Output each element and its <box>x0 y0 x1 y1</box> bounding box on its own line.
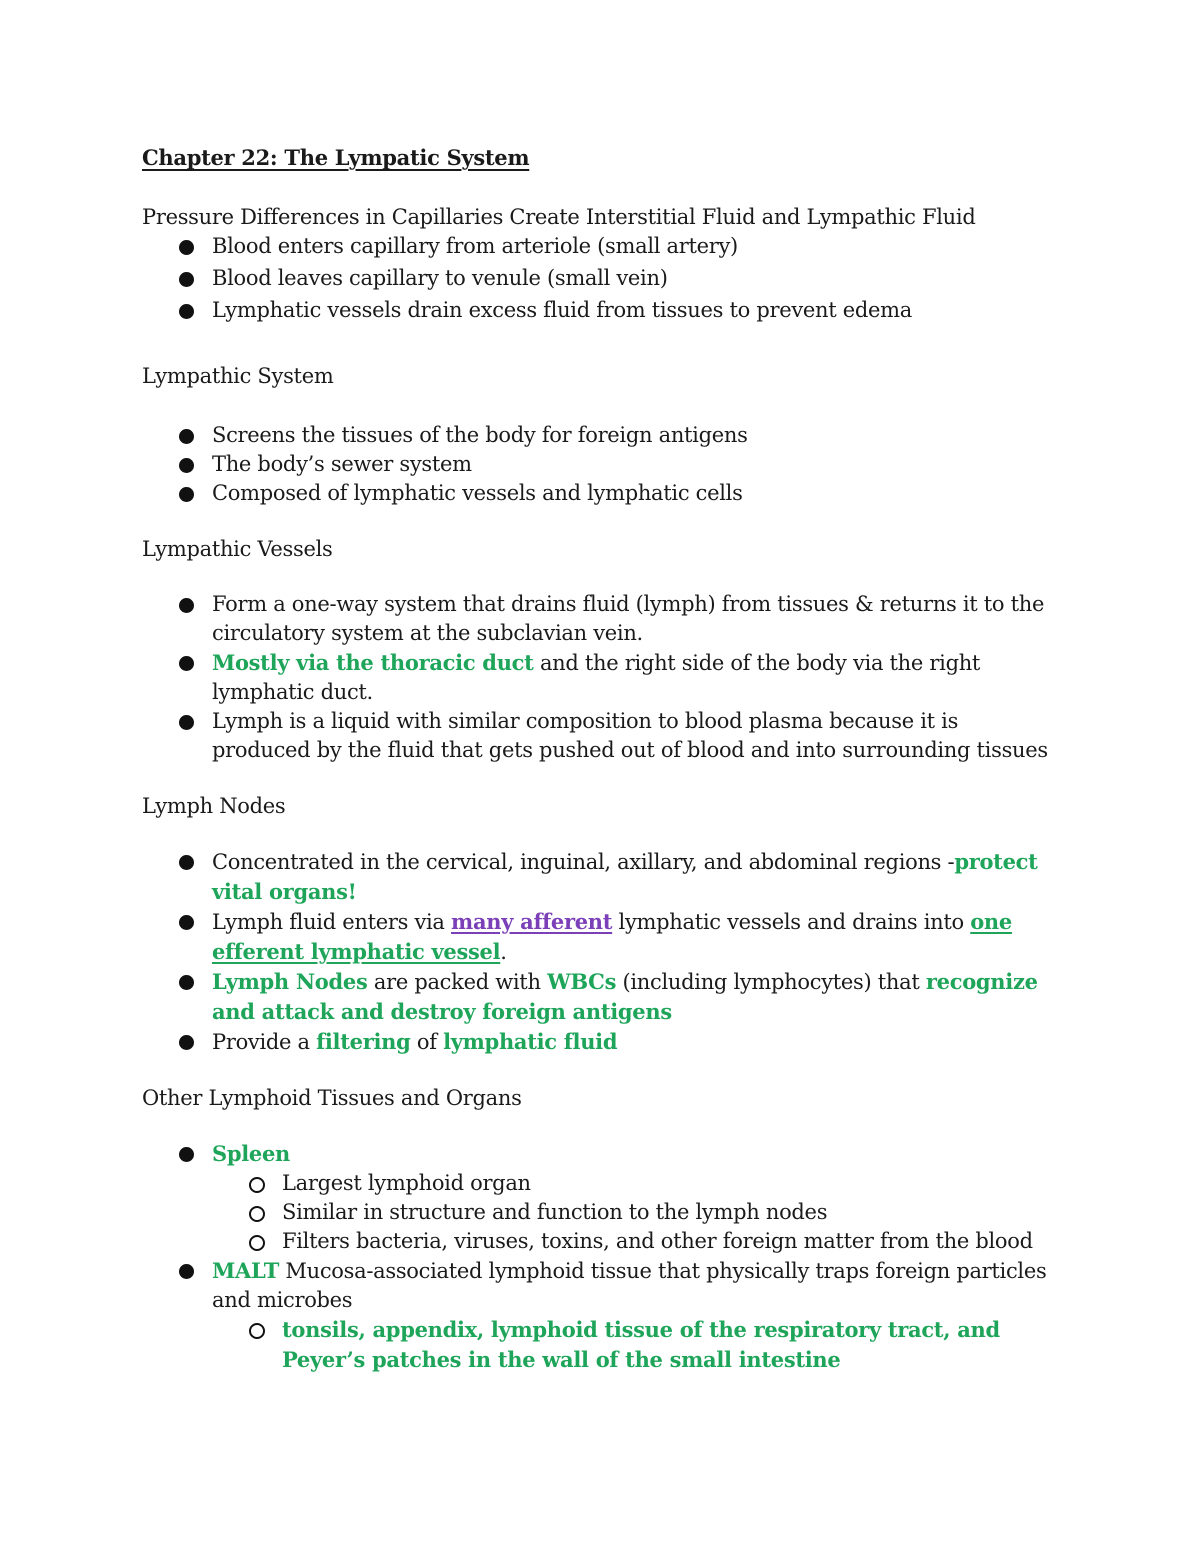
list-item: Form a one-way system that drains fluid (lymph) from tissues & returns it to the circulatory system at the subclavian vein. <box>142 590 1062 648</box>
hollow-bullet-icon <box>249 1323 265 1339</box>
sub-list-item: Similar in structure and function to the lymph nodes <box>212 1198 1062 1227</box>
list-item: Lymphatic vessels drain excess fluid from tissues to prevent edema <box>142 296 1062 325</box>
lymphatic-vessels-list <box>142 590 1062 765</box>
bullet-icon <box>179 458 194 473</box>
bullet-icon <box>179 304 194 319</box>
document-page <box>142 140 1062 1375</box>
lymphatic-system-list <box>142 421 1062 508</box>
list-item: Provide a filtering of lymphatic fluid <box>142 1027 1062 1057</box>
bullet-icon <box>179 855 194 870</box>
section-heading-lymphatic-vessels: Lympathic Vessels <box>142 537 333 561</box>
list-item: Blood enters capillary from arteriole (small artery) <box>142 232 1062 261</box>
list-item: Lymph is a liquid with similar composition to blood plasma because it is produced by the fluid that gets pushed out of blood and into surrounding tissues <box>142 707 1062 765</box>
list-item: Composed of lymphatic vessels and lymphatic cells <box>142 479 1062 508</box>
section-heading-lymph-nodes: Lymph Nodes <box>142 794 286 818</box>
list-item: Blood leaves capillary to venule (small vein) <box>142 264 1062 293</box>
sub-list-item: Largest lymphoid organ <box>212 1169 1062 1198</box>
lymph-nodes-list <box>142 847 1062 1057</box>
list-item: Concentrated in the cervical, inguinal, axillary, and abdominal regions -protect vital organs! <box>142 847 1062 907</box>
bullet-icon <box>179 240 194 255</box>
list-item: Lymph Nodes are packed with WBCs (including lymphocytes) that recognize and attack and destroy foreign antigens <box>142 967 1062 1027</box>
list-item: MALT Mucosa-associated lymphoid tissue that physically traps foreign particles and microbes tonsils, appendix, lymphoid tissue of the respiratory tract, and Peyer’s patches in the wall of the small intestine <box>142 1256 1062 1375</box>
spleen-sublist <box>212 1169 1062 1256</box>
bullet-icon <box>179 975 194 990</box>
bullet-icon <box>179 915 194 930</box>
bullet-icon <box>179 1264 194 1279</box>
hollow-bullet-icon <box>249 1235 265 1251</box>
hollow-bullet-icon <box>249 1206 265 1222</box>
bullet-icon <box>179 1035 194 1050</box>
bullet-icon <box>179 715 194 730</box>
bullet-icon <box>179 429 194 444</box>
sub-list-item: Filters bacteria, viruses, toxins, and other foreign matter from the blood <box>212 1227 1062 1256</box>
bullet-icon <box>179 487 194 502</box>
bullet-icon <box>179 598 194 613</box>
chapter-title: Chapter 22: The Lympatic System <box>142 145 530 170</box>
section-heading-lymphatic-system: Lympathic System <box>142 364 334 388</box>
other-lymphoid-list <box>142 1139 1062 1375</box>
list-item: Mostly via the thoracic duct and the right side of the body via the right lymphatic duct. <box>142 648 1062 707</box>
list-item: Screens the tissues of the body for foreign antigens <box>142 421 1062 450</box>
bullet-icon <box>179 1147 194 1162</box>
section-heading-other-lymphoid: Other Lymphoid Tissues and Organs <box>142 1086 522 1110</box>
bullet-icon <box>179 656 194 671</box>
list-item: The body’s sewer system <box>142 450 1062 479</box>
malt-sublist <box>212 1315 1062 1375</box>
pressure-list <box>142 232 1062 325</box>
sub-list-item: tonsils, appendix, lymphoid tissue of the respiratory tract, and Peyer’s patches in the wall of the small intestine <box>212 1315 1062 1375</box>
hollow-bullet-icon <box>249 1177 265 1193</box>
list-item: Spleen Largest lymphoid organ Similar in structure and function to the lymph nodes Filters bacteria, viruses, toxins, and other foreign matter from the blood <box>142 1139 1062 1256</box>
section-heading-pressure: Pressure Differences in Capillaries Create Interstitial Fluid and Lympathic Fluid <box>142 205 976 229</box>
bullet-icon <box>179 272 194 287</box>
list-item: Lymph fluid enters via many afferent lymphatic vessels and drains into one efferent lymphatic vessel. <box>142 907 1062 967</box>
